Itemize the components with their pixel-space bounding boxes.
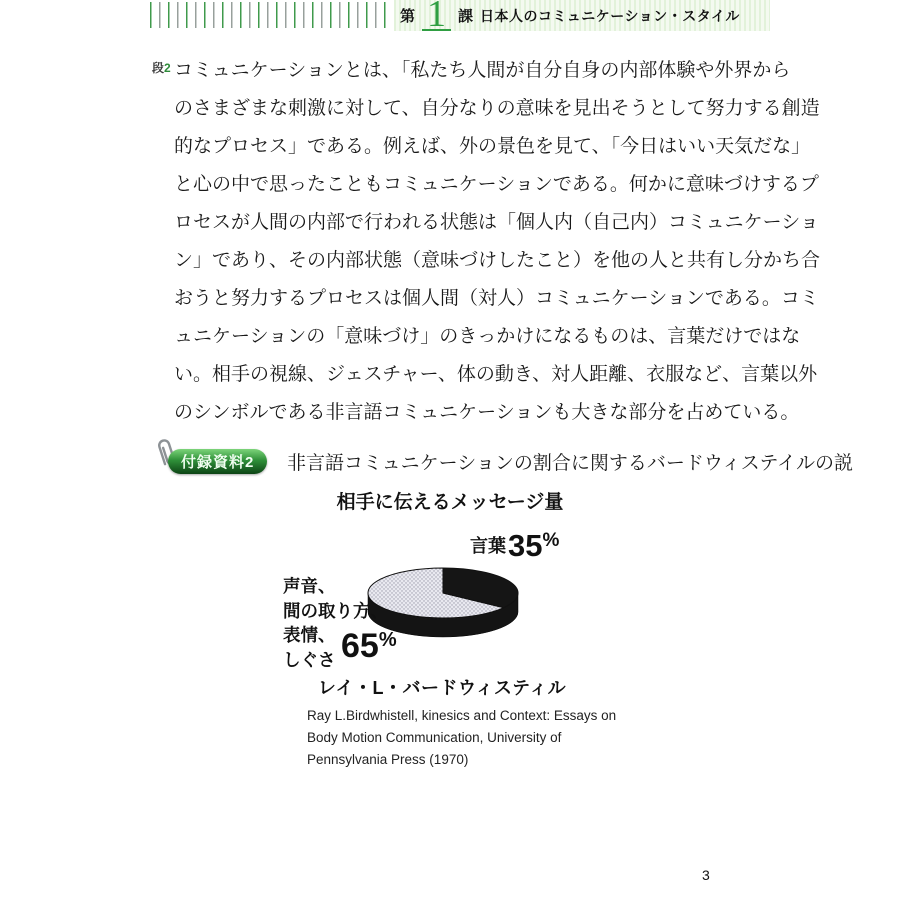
pie-value-nonverbal <box>341 627 397 665</box>
citation <box>307 705 616 771</box>
paragraph-line: と心の中で思ったこともコミュニケーションである。何かに意味づけするプ <box>174 174 819 195</box>
paragraph-line: い。相手の視線、ジェスチャー、体の動き、対人距離、衣服など、言葉以外 <box>174 364 818 385</box>
nonverbal-value: 65 <box>341 627 379 665</box>
paragraph-line: ン」であり、その内部状態（意味づけしたこと）を他の人と共有し分かち合 <box>174 250 821 271</box>
citation-line: Pennsylvania Press (1970) <box>307 752 469 767</box>
paragraph-line: のさまざまな刺激に対して、自分なりの意味を見出そうとして努力する創造 <box>174 98 820 119</box>
nonverbal-percent-sign: % <box>378 629 397 651</box>
paragraph-lines <box>174 52 820 432</box>
chart-title: 相手に伝えるメッセージ量 <box>336 492 564 513</box>
appendix-badge-label: 付録資料2 <box>181 454 255 471</box>
header-stripes-decoration <box>150 2 393 28</box>
paragraph-line: ロセスが人間の内部で行われる状態は「個人内（自己内）コミュニケーショ <box>174 212 819 233</box>
page-number: 3 <box>702 867 710 883</box>
words-value: 35 <box>508 528 543 563</box>
chapter-header <box>394 0 770 35</box>
words-percent-sign: % <box>542 530 560 551</box>
paragraph-line: のシンボルである非言語コミュニケーションも大きな部分を占めている。 <box>174 402 800 423</box>
appendix-heading: 非言語コミュニケーションの割合に関するバードウィステイルの説 <box>287 453 854 474</box>
body-paragraph <box>152 52 821 432</box>
chapter-title: 日本人のコミュニケーション・スタイル <box>480 7 740 24</box>
appendix-badge <box>168 449 267 474</box>
lesson-prefix: 第 <box>400 8 416 25</box>
citation-line: Body Motion Communication, University of <box>307 730 562 745</box>
paragraph-marker-number: 2 <box>164 61 171 75</box>
paragraph-line: ュニケーションの「意味づけ」のきっかけになるものは、言葉だけではな <box>174 326 801 347</box>
paragraph-marker-kanji: 段 <box>152 61 165 75</box>
nonverbal-label-line: 間の取り方、 <box>283 600 388 621</box>
chart-source-name: レイ・L・バードウィスティル <box>317 678 567 698</box>
lesson-suffix: 課 <box>458 8 474 25</box>
paragraph-line: コミュニケーションとは、「私たち人間が自分自身の内部体験や外界から <box>174 60 791 81</box>
nonverbal-label-line: 声音、 <box>283 576 336 596</box>
words-label-text: 言葉 <box>470 536 506 556</box>
lesson-number: 1 <box>422 1 451 31</box>
nonverbal-label-line: しぐさ <box>283 649 336 670</box>
paragraph-line: おうと努力するプロセスは個人間（対人）コミュニケーションである。コミ <box>174 288 819 309</box>
nonverbal-label-line: 表情、 <box>283 625 336 645</box>
citation-line: Ray L.Birdwhistell, kinesics and Context: Essays on <box>307 708 617 723</box>
paragraph-marker <box>152 62 171 74</box>
pie-label-words <box>470 528 560 563</box>
paragraph-line: 的なプロセス」である。例えば、外の景色を見て、「今日はいい天気だな」 <box>174 136 811 157</box>
